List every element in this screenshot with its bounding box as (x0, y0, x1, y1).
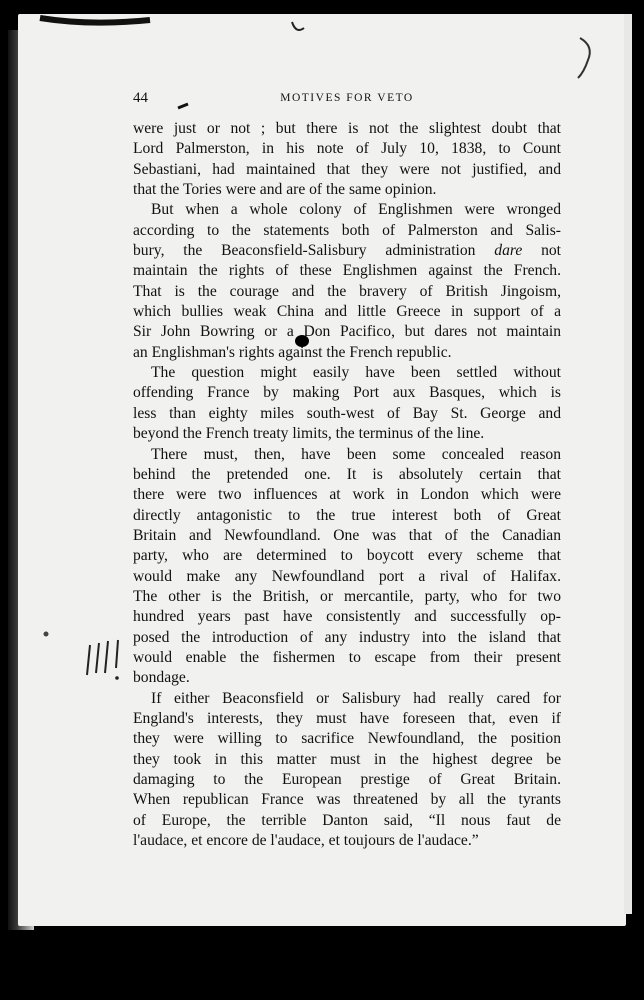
paragraph (133, 200, 561, 363)
paragraph (133, 363, 561, 444)
text-line (133, 139, 561, 159)
page-header (133, 90, 561, 110)
text-line (133, 241, 561, 261)
margin-dot (115, 676, 119, 680)
text-segment: they took in this matter must in the highest degree be (133, 750, 561, 768)
text-segment: would make any Newfoundland port a rival of Halifax. (133, 567, 561, 585)
text-line (133, 607, 561, 627)
text-segment: party, who are determined to boycott every scheme that (133, 547, 561, 565)
text-line (133, 404, 561, 424)
text-segment: of Europe, the terrible Danton said, “Il nous faut de (133, 811, 561, 829)
text-line (133, 221, 561, 241)
text-segment: That is the courage and the bravery of British Jingoism, (133, 282, 561, 300)
text-line (133, 200, 561, 220)
text-segment: were just or not ; but there is not the slightest doubt that (133, 120, 561, 137)
text-segment: which bullies weak China and little Greece in support of a (133, 303, 561, 321)
page-number: 44 (133, 90, 148, 106)
text-segment: damaging to the European prestige of Great Britain. (133, 771, 561, 788)
paragraph (133, 445, 561, 689)
margin-tally-mark (87, 640, 118, 675)
text-segment: The other is the British, or mercantile, party, who for two (133, 587, 561, 605)
text-line (133, 567, 561, 587)
text-line (133, 790, 561, 810)
text-segment: maintain the rights of these Englishmen against the French. (133, 262, 561, 280)
text-segment: posed the introduction of any industry into the island that (133, 628, 561, 646)
text-segment: they were willing to sacrifice Newfoundland, the position (133, 730, 561, 748)
text-line (133, 546, 561, 566)
text-segment: Lord Palmerston, in his note of July 10, 1838, to Count (133, 140, 561, 158)
text-segment: England's interests, they must have foreseen that, even if (133, 709, 561, 727)
pencil-mark (292, 22, 304, 30)
text-segment: that the Tories were and are of the same opinion. (133, 181, 437, 199)
text-segment: When republican France was threatened by all the tyrants (133, 791, 561, 809)
text-line (133, 160, 561, 180)
text-segment: would enable the fishermen to escape from their present (133, 648, 561, 666)
italic-text: dare (494, 242, 523, 260)
text-line (133, 485, 561, 505)
text-line (133, 343, 561, 363)
text-segment: But when a whole colony of Englishmen were wronged (151, 201, 561, 219)
text-line (133, 770, 561, 790)
text-segment: less than eighty miles south-west of Bay St. George and (133, 404, 561, 422)
text-segment: an Englishman's rights against the French republic. (133, 343, 452, 361)
text-segment: according to the statements both of Palmerston and Salis- (133, 221, 561, 239)
text-segment: Sir John Bowring or a Don Pacifico, but dares not maintain (133, 323, 561, 341)
running-title: MOTIVES FOR VETO (280, 92, 414, 104)
text-segment: beyond the French treaty limits, the terminus of the line. (133, 425, 485, 443)
text-line (133, 282, 561, 302)
text-segment: Sebastiani, had maintained that they were not justified, and (133, 160, 561, 178)
text-segment: If either Beaconsfield or Salisbury had really cared for (151, 689, 561, 707)
text-line (133, 180, 561, 200)
text-segment: there were two influences at work in London which were (133, 486, 561, 504)
paragraph (133, 119, 561, 200)
text-line (133, 750, 561, 770)
text-line (133, 119, 561, 139)
text-segment: Britain and Newfoundland. One was that of the Canadian (133, 526, 561, 544)
text-segment: bondage. (133, 669, 190, 687)
text-line (133, 689, 561, 709)
text-line (133, 383, 561, 403)
page-body-text (133, 119, 561, 851)
text-line (133, 506, 561, 526)
text-line (133, 261, 561, 281)
text-line (133, 363, 561, 383)
text-line (133, 465, 561, 485)
text-line (133, 668, 561, 688)
text-segment: There must, then, have been some concealed reason (151, 445, 561, 463)
text-segment: not (522, 242, 561, 260)
text-segment: l'audace, et encore de l'audace, et toujours de l'audace.” (133, 832, 479, 850)
text-segment: directly antagonistic to the true interest both of Great (133, 506, 561, 524)
text-line (133, 628, 561, 648)
text-segment: bury, the Beaconsfield-Salisbury administration (133, 242, 495, 260)
text-line (133, 587, 561, 607)
text-line (133, 811, 561, 831)
margin-dot (44, 632, 49, 637)
text-segment: offending France by making Port aux Basques, which is (133, 384, 561, 402)
text-line (133, 302, 561, 322)
text-line (133, 729, 561, 749)
text-line (133, 322, 561, 342)
text-line (133, 424, 561, 444)
text-line (133, 526, 561, 546)
text-segment: behind the pretended one. It is absolutely certain that (133, 465, 561, 483)
paragraph (133, 689, 561, 852)
text-segment: The question might easily have been settled without (151, 364, 561, 382)
bracket-mark (578, 38, 590, 78)
text-line (133, 445, 561, 465)
text-line (133, 831, 561, 851)
text-segment: hundred years past have consistently and successfully op- (133, 608, 561, 626)
top-edge-shadow (40, 18, 150, 23)
text-line (133, 648, 561, 668)
text-line (133, 709, 561, 729)
